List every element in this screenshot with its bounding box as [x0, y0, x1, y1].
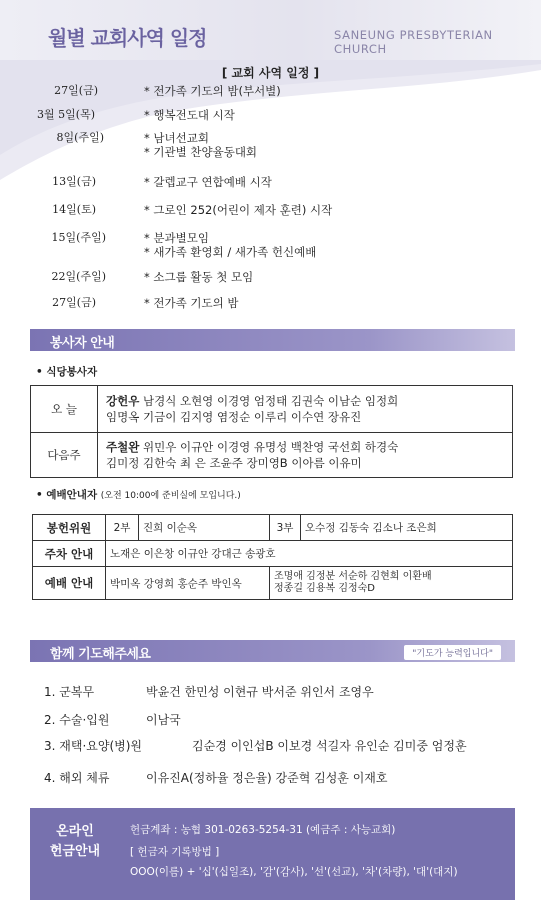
table-row-label: 예배 안내	[33, 567, 106, 600]
online-offering-label	[40, 822, 110, 862]
prayer-item-label: 1. 군복무	[44, 685, 95, 699]
schedule-date: 13일(금)	[52, 175, 96, 188]
prayer-item	[44, 711, 181, 728]
names-line: 위민우 이규안 이경영 유명성 백찬영 국선희 하경숙	[142, 440, 399, 454]
prayer-item	[44, 683, 374, 700]
prayer-item-value: 박윤건 한민성 이현규 박서준 위인서 조영우	[146, 685, 374, 699]
church-name: SANEUNG PRESBYTERIAN CHURCH	[334, 28, 493, 56]
table-cell: 3부	[270, 515, 301, 541]
schedule-event: * 전가족 기도의 밤(부서별)	[144, 84, 281, 98]
kitchen-volunteers-label: • 식당봉사자	[36, 366, 98, 378]
schedule-date: 27일(금)	[54, 84, 98, 97]
table-row-label: 오 늘	[31, 386, 98, 433]
offering-method: OOO(이름) + '십'(십일조), '감'(감사), '선'(선교), '차'(차량), '대'(대지)	[130, 866, 458, 878]
worship-guides-label	[36, 487, 241, 502]
table-row	[31, 433, 513, 478]
prayer-item-value: 이유진A(정하율 정은율) 강준혁 김성훈 이재호	[146, 771, 388, 785]
schedule-event: * 기관별 찬양율동대회	[144, 145, 258, 159]
table-row-label: 봉헌위원	[33, 515, 106, 541]
prayer-item-value: 이남국	[146, 713, 181, 727]
prayer-item	[44, 737, 467, 754]
names-line: 김미정 김한숙 최 은 조윤주 장미영B 이아름 이유미	[106, 456, 362, 470]
table-row-label: 다음주	[31, 433, 98, 478]
worship-guides-title: • 예배안내자	[36, 489, 98, 501]
table-row-label: 주차 안내	[33, 541, 106, 567]
table-cell: 2부	[106, 515, 139, 541]
table-cell	[270, 567, 513, 600]
table-cell: 노재은 이은창 이규안 강대근 송광호	[106, 541, 513, 567]
prayer-item-label: 2. 수술·입원	[44, 713, 110, 727]
schedule-date: 3월 5일(목)	[37, 108, 95, 121]
offering-label-line: 헌금안내	[49, 844, 101, 859]
page-header	[0, 0, 541, 60]
table-row	[33, 515, 513, 541]
table-row	[31, 386, 513, 433]
lead-name: 주철완	[106, 440, 140, 454]
schedule-event: * 분과별모임	[144, 231, 209, 245]
prayer-item-label: 4. 해외 체류	[44, 771, 110, 785]
names-line: 임명옥 기금이 김지영 염정순 이루리 이수연 장유진	[106, 410, 362, 424]
schedule-event: * 소그룹 활동 첫 모임	[144, 270, 254, 284]
table-cell: 진희 이순옥	[139, 515, 270, 541]
prayer-section-header	[30, 640, 515, 662]
worship-guide-table	[32, 514, 513, 600]
offering-account: 헌금계좌 : 농협 301-0263-5254-31 (예금주 : 사능교회)	[130, 824, 396, 836]
names-line: 조명애 김정분 서순하 김현희 이환배	[274, 571, 432, 582]
schedule-event: * 새가족 환영회 / 새가족 헌신예배	[144, 245, 317, 259]
schedule-event: * 남녀선교회	[144, 131, 209, 145]
schedule-date: 8일(주일)	[56, 131, 104, 144]
table-row	[33, 567, 513, 600]
worship-guides-note: (오전 10:00에 준비실에 모입니다.)	[100, 491, 241, 501]
table-cell	[98, 433, 513, 478]
kitchen-volunteer-table	[30, 385, 513, 478]
table-row	[33, 541, 513, 567]
names-line: 남경식 오현영 이경영 엄정태 김권숙 이남순 임정희	[142, 394, 399, 408]
offering-label-line: 온라인	[56, 824, 94, 839]
volunteer-section-header	[30, 329, 515, 351]
prayer-item-value: 김순경 이인섭B 이보경 석길자 유인순 김미중 엄정훈	[192, 739, 467, 753]
offering-method-title: [ 헌금자 기록방법 ]	[130, 846, 220, 858]
volunteer-section-title: 봉사자 안내	[50, 336, 115, 351]
schedule-title: [ 교회 사역 일정 ]	[221, 66, 320, 80]
schedule-event: * 전가족 기도의 밤	[144, 296, 239, 310]
page-title: 월별 교회사역 일정	[48, 26, 207, 50]
schedule-event: * 행복전도대 시작	[144, 108, 235, 122]
table-cell	[98, 386, 513, 433]
schedule-date: 22일(주일)	[51, 270, 106, 283]
names-line: 정종길 김용복 김정숙D	[274, 583, 375, 594]
prayer-item	[44, 769, 388, 786]
schedule-date: 27일(금)	[52, 296, 96, 309]
schedule-date: 15일(주일)	[51, 231, 106, 244]
schedule-event: * 갈렙교구 연합예배 시작	[144, 175, 272, 189]
table-cell: 박미옥 강영희 홍순주 박인옥	[106, 567, 270, 600]
prayer-item-label: 3. 재택·요양(병)원	[44, 739, 142, 753]
lead-name: 강헌우	[106, 394, 140, 408]
online-offering-panel	[30, 808, 515, 900]
schedule-date: 14일(토)	[52, 203, 96, 216]
prayer-quote: "기도가 능력입니다"	[404, 645, 501, 660]
table-cell: 오수정 김동숙 김소나 조은희	[301, 515, 513, 541]
schedule-event: * 그로인 252(어린이 제자 훈련) 시작	[144, 203, 333, 217]
prayer-section-title: 함께 기도해주세요	[50, 647, 151, 662]
